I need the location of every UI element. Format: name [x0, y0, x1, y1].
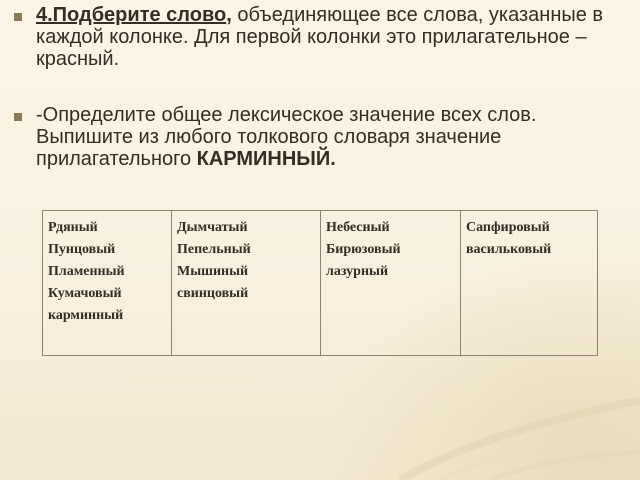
definition-text — [36, 104, 624, 170]
table-column-1 — [43, 211, 172, 355]
table-cell: Пламенный — [48, 264, 125, 279]
task-description: объединяющее все слова, указанные в каждой колонке. Для первой колонки это прилагательное – красный. — [36, 4, 604, 70]
bullet-icon — [14, 113, 22, 121]
table-cell: Дымчатый — [177, 220, 248, 235]
word-table — [42, 210, 598, 356]
task-text — [36, 4, 624, 70]
task-comma: , — [226, 4, 232, 26]
table-cell: лазурный — [326, 264, 389, 279]
bullet-definition — [14, 104, 624, 170]
bullet-icon — [14, 13, 22, 21]
table-cell: Пепельный — [177, 242, 251, 257]
table-cell: Бирюзовый — [326, 242, 401, 257]
table-cell: Пунцовый — [48, 242, 116, 257]
definition-emphasis: КАРМИННЫЙ. — [196, 148, 336, 170]
content-bullets — [14, 4, 624, 204]
table-cell: свинцовый — [177, 286, 249, 301]
definition-description: -Определите общее лексическое значение всех слов. Выпишите из любого толкового словаря значение прилагательного — [36, 104, 537, 170]
table-cell: Мышиный — [177, 264, 249, 279]
table-cell: Рдяный — [48, 220, 98, 235]
task-heading: 4.Подберите слово — [36, 4, 227, 26]
table-column-3 — [321, 211, 461, 355]
table-cell: Кумачовый — [48, 286, 122, 301]
table-column-2 — [172, 211, 321, 355]
table-column-4 — [461, 211, 597, 355]
table-cell: васильковый — [466, 242, 552, 257]
table-cell: Сапфировый — [466, 220, 550, 235]
bullet-task — [14, 4, 624, 70]
table-cell: карминный — [48, 308, 124, 323]
table-cell: Небесный — [326, 220, 390, 235]
